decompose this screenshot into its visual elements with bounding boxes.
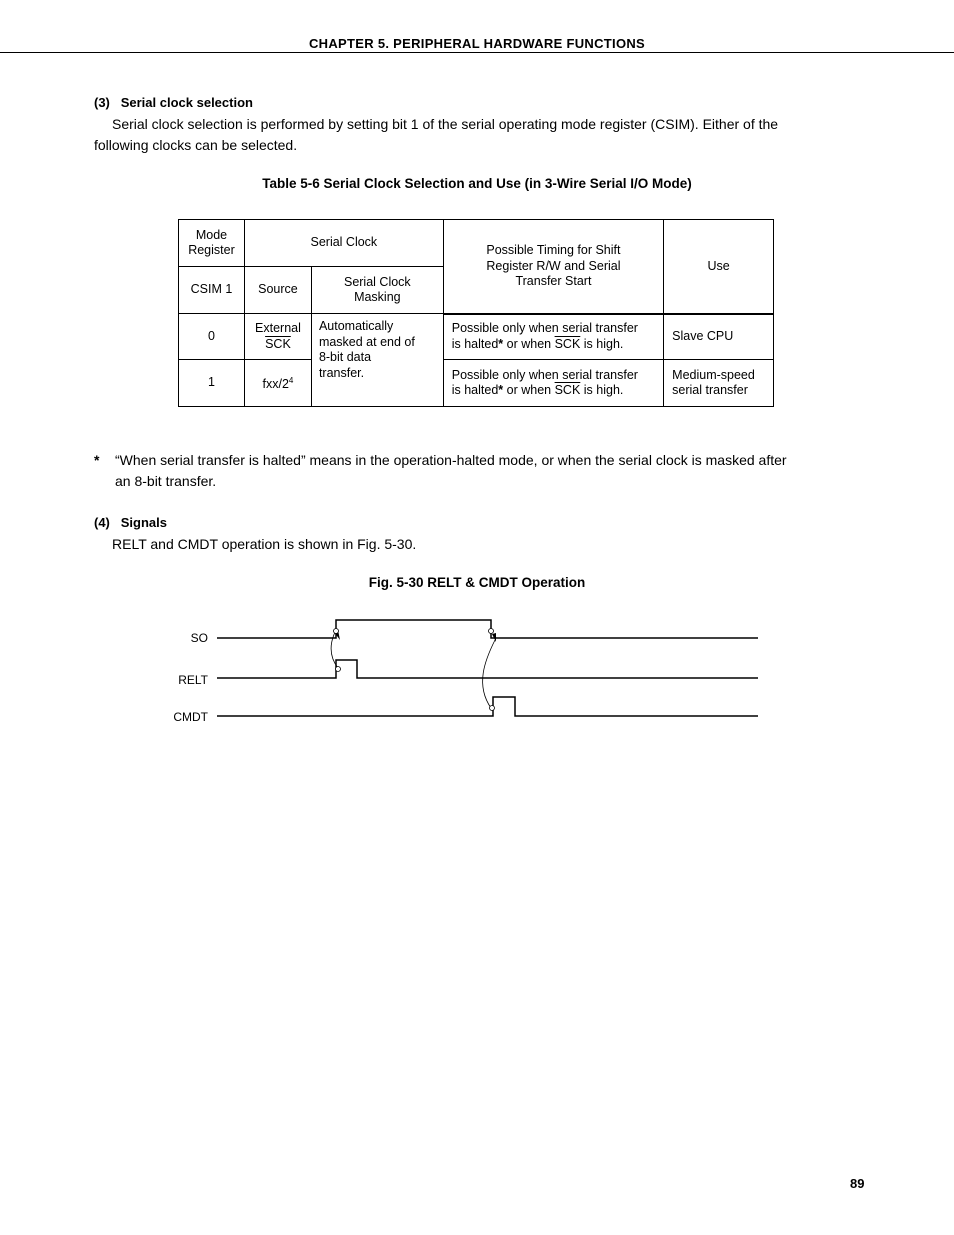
table-caption: Table 5-6 Serial Clock Selection and Use (in 3-Wire Serial I/O Mode) xyxy=(262,176,692,191)
relt-label: RELT xyxy=(178,673,208,687)
csim1-header: CSIM 1 xyxy=(179,267,245,314)
mode-register-header: Mode Register xyxy=(179,220,245,267)
cmdt-label: CMDT xyxy=(173,710,208,724)
section-4-heading: (4) Signals xyxy=(94,515,167,530)
so-waveform xyxy=(217,620,758,638)
section-3-heading: (3) Serial clock selection xyxy=(94,95,253,110)
source-header: Source xyxy=(244,267,311,314)
csim-value: 1 xyxy=(179,360,245,407)
note-line2: an 8-bit transfer. xyxy=(115,473,217,489)
section-3-body-line2: following clocks can be selected. xyxy=(94,137,298,153)
cmdt-origin-marker-icon xyxy=(490,706,495,711)
header-rule xyxy=(0,52,954,53)
timing-value: Possible only when serial transfer is halted* or when $\overline{SCK}$ is high. xyxy=(443,314,663,360)
serial-clock-table xyxy=(178,219,774,407)
relt-origin-marker-icon xyxy=(336,667,341,672)
so-label: SO xyxy=(190,631,208,645)
table-row xyxy=(179,360,774,407)
table-row xyxy=(179,314,774,360)
timing-header: Possible Timing for Shift Register R/W and Serial Transfer Start xyxy=(443,220,663,314)
masking-value: Automatically masked at end of 8-bit data transfer. xyxy=(311,314,443,407)
csim-value: 0 xyxy=(179,314,245,360)
use-value: Medium-speed serial transfer xyxy=(664,360,774,407)
section-4-body: RELT and CMDT operation is shown in Fig. 5-30. xyxy=(112,536,417,552)
running-header: CHAPTER 5. PERIPHERAL HARDWARE FUNCTIONS xyxy=(308,36,646,51)
timing-value: Possible only when serial transfer is halted* or when $\overline{SCK}$ is high. xyxy=(443,360,663,407)
use-value: Slave CPU xyxy=(664,314,774,360)
use-header: Use xyxy=(664,220,774,314)
source-value: fxx/$2^4$ xyxy=(244,360,311,407)
figure-caption: Fig. 5-30 RELT & CMDT Operation xyxy=(368,575,586,590)
note-line1: “When serial transfer is halted” means in the operation-halted mode, or when the serial clock is masked after xyxy=(115,452,787,468)
page-number: 89 xyxy=(850,1176,865,1191)
note-mark: * xyxy=(94,452,100,468)
source-value: External $\overline{SCK}$ xyxy=(244,314,311,360)
section-3-body-line1: Serial clock selection is performed by setting bit 1 of the serial operating mode register (CSIM). Either of the xyxy=(112,116,779,132)
so-fall-origin-marker-icon xyxy=(489,629,494,634)
so-rise-origin-marker-icon xyxy=(334,629,339,634)
cmdt-waveform xyxy=(217,697,758,716)
relt-waveform xyxy=(217,660,758,678)
masking-header: Serial Clock Masking xyxy=(311,267,443,314)
timing-diagram xyxy=(150,600,790,740)
serial-clock-header: Serial Clock xyxy=(244,220,443,267)
table-header-row-1 xyxy=(179,220,774,267)
